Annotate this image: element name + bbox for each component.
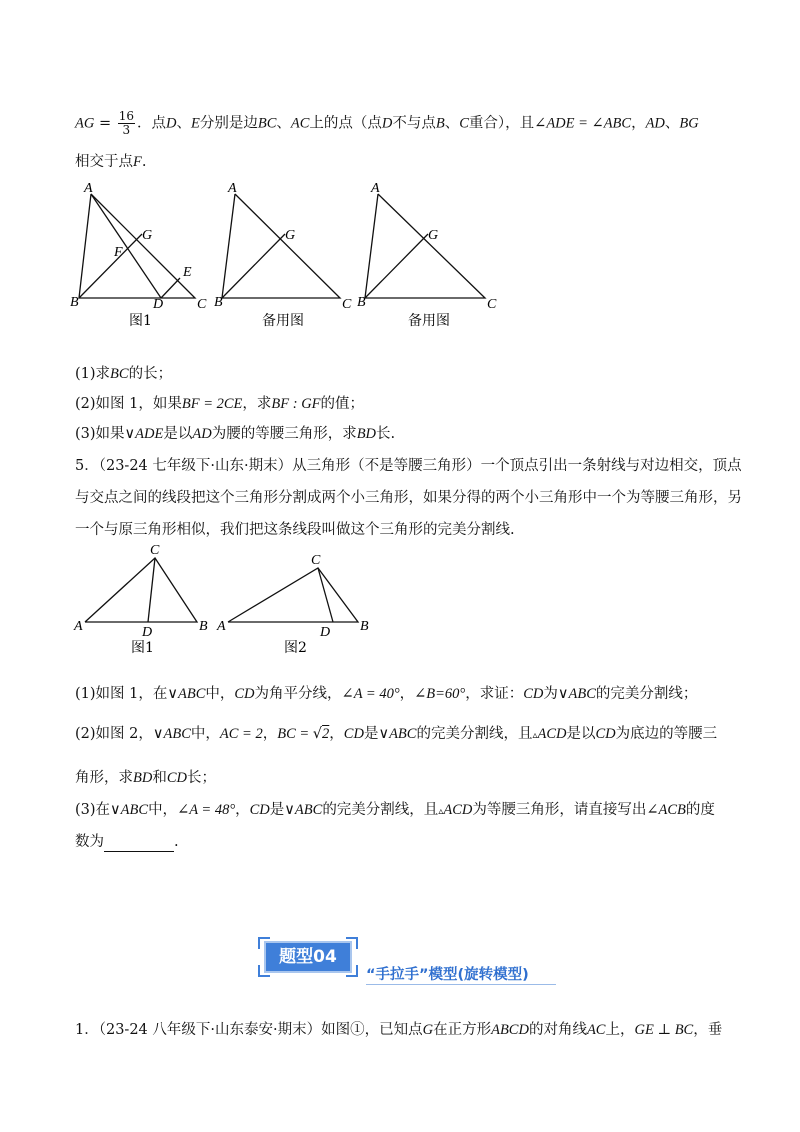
problem5-figures <box>0 540 800 660</box>
p5-fig1-caption: 图1 <box>131 640 154 656</box>
fig2-point-B: B <box>214 295 223 310</box>
figure1-triangle <box>79 194 195 298</box>
fig3-caption: 备用图 <box>408 313 450 329</box>
fig1-point-E: E <box>183 265 192 280</box>
fig3-point-G: G <box>428 228 439 243</box>
sqrt-symbol: √ <box>312 726 323 742</box>
fig3-point-B: B <box>357 295 366 310</box>
fig1-point-F: F <box>114 245 123 260</box>
p5-fig1-point-A: A <box>74 619 83 634</box>
problem4-figures <box>0 176 800 336</box>
problem5-line1: 5．（23-24 七年级下·山东·期末）从三角形（不是等腰三角形）一个顶点引出一条射线与对边相交，顶点 <box>75 458 742 474</box>
p5-fig2-point-B: B <box>360 619 369 634</box>
fig3-point-A: A <box>371 181 380 196</box>
fig1-point-G: G <box>142 228 153 243</box>
section-badge <box>258 937 358 977</box>
p5-figure1-triangle <box>85 558 197 622</box>
section4-problem1-line1: 1．（23-24 八年级下·山东泰安·期末）如图①，已知点G在正方形ABCD的对角线AC上，GE ⊥ BC，垂 <box>75 1022 723 1038</box>
fig1-point-D: D <box>153 297 164 312</box>
problem4-line2: 相交于点F. <box>75 154 147 170</box>
fig2-point-C: C <box>342 297 352 312</box>
p5-fig1-point-B: B <box>199 619 208 634</box>
problem4-q2: (2)如图 1，如果BF = 2CE，求BF : GF的值； <box>75 396 365 412</box>
section-title: “手拉手”模型(旋转模型) <box>366 967 529 983</box>
math-angle-eq: ∠ADE = ∠ABC <box>534 115 632 132</box>
fig1-point-C: C <box>197 297 207 312</box>
problem5-q2-line2: 角形，求BD和CD长； <box>75 770 216 786</box>
fig2-point-A: A <box>228 181 237 196</box>
p5-fig2-caption: 图2 <box>284 640 307 656</box>
fraction-16-3: $\frac{16}{3}$ <box>118 109 134 137</box>
problem5-q1: (1)如图 1，在∨ABC中，CD为角平分线，∠A = 40°，∠B=60°，求证：CD为∨ABC的完美分割线； <box>75 686 698 702</box>
p5-figure2-triangle <box>228 568 358 622</box>
fig2-caption: 备用图 <box>262 313 304 329</box>
section-badge-label: 题型04 <box>264 941 352 973</box>
problem4-line1: AG = $\frac{16}{3}$ ．点D、E分别是边BC、AC上的点（点D不与点B、C重合），且∠ADE = ∠ABC，AD、BG <box>75 109 699 137</box>
math-AG: AG <box>75 115 95 132</box>
p5-fig1-point-D: D <box>142 625 153 640</box>
problem5-line2: 与交点之间的线段把这个三角形分割成两个小三角形，如果分得的两个小三角形中一个为等腰三角形，另 <box>75 490 742 506</box>
p5-fig2-point-D: D <box>320 625 331 640</box>
p5-fig2-point-C: C <box>311 553 321 568</box>
section-underline <box>366 984 556 985</box>
problem4-q1: (1)求BC的长； <box>75 366 173 382</box>
p5-fig1-point-C: C <box>150 543 160 558</box>
problem5-q2-line1: (2)如图 2，∨ABC中，AC = 2，BC = √2，CD是∨ABC的完美分割线，且▵ACD是以CD为底边的等腰三 <box>75 726 718 742</box>
problem5-q3-line2: 数为 . <box>75 834 179 850</box>
fig1-point-B: B <box>70 295 79 310</box>
fig3-point-C: C <box>487 297 497 312</box>
problem5-q3-line1: (3)在∨ABC中，∠A = 48°，CD是∨ABC的完美分割线，且▵ACD为等腰三角形，请直接写出∠ACB的度 <box>75 802 715 818</box>
fig1-point-A: A <box>84 181 93 196</box>
fig2-point-G: G <box>285 228 296 243</box>
fig1-caption: 图1 <box>129 313 152 329</box>
p5-fig2-point-A: A <box>217 619 226 634</box>
answer-blank[interactable] <box>104 837 174 852</box>
figure3-triangle <box>365 194 485 298</box>
problem4-q3: (3)如果∨ADE是以AD为腰的等腰三角形，求BD长. <box>75 426 396 442</box>
problem5-line3: 一个与原三角形相似，我们把这条线段叫做这个三角形的完美分割线. <box>75 522 515 538</box>
figure2-triangle <box>222 194 340 298</box>
